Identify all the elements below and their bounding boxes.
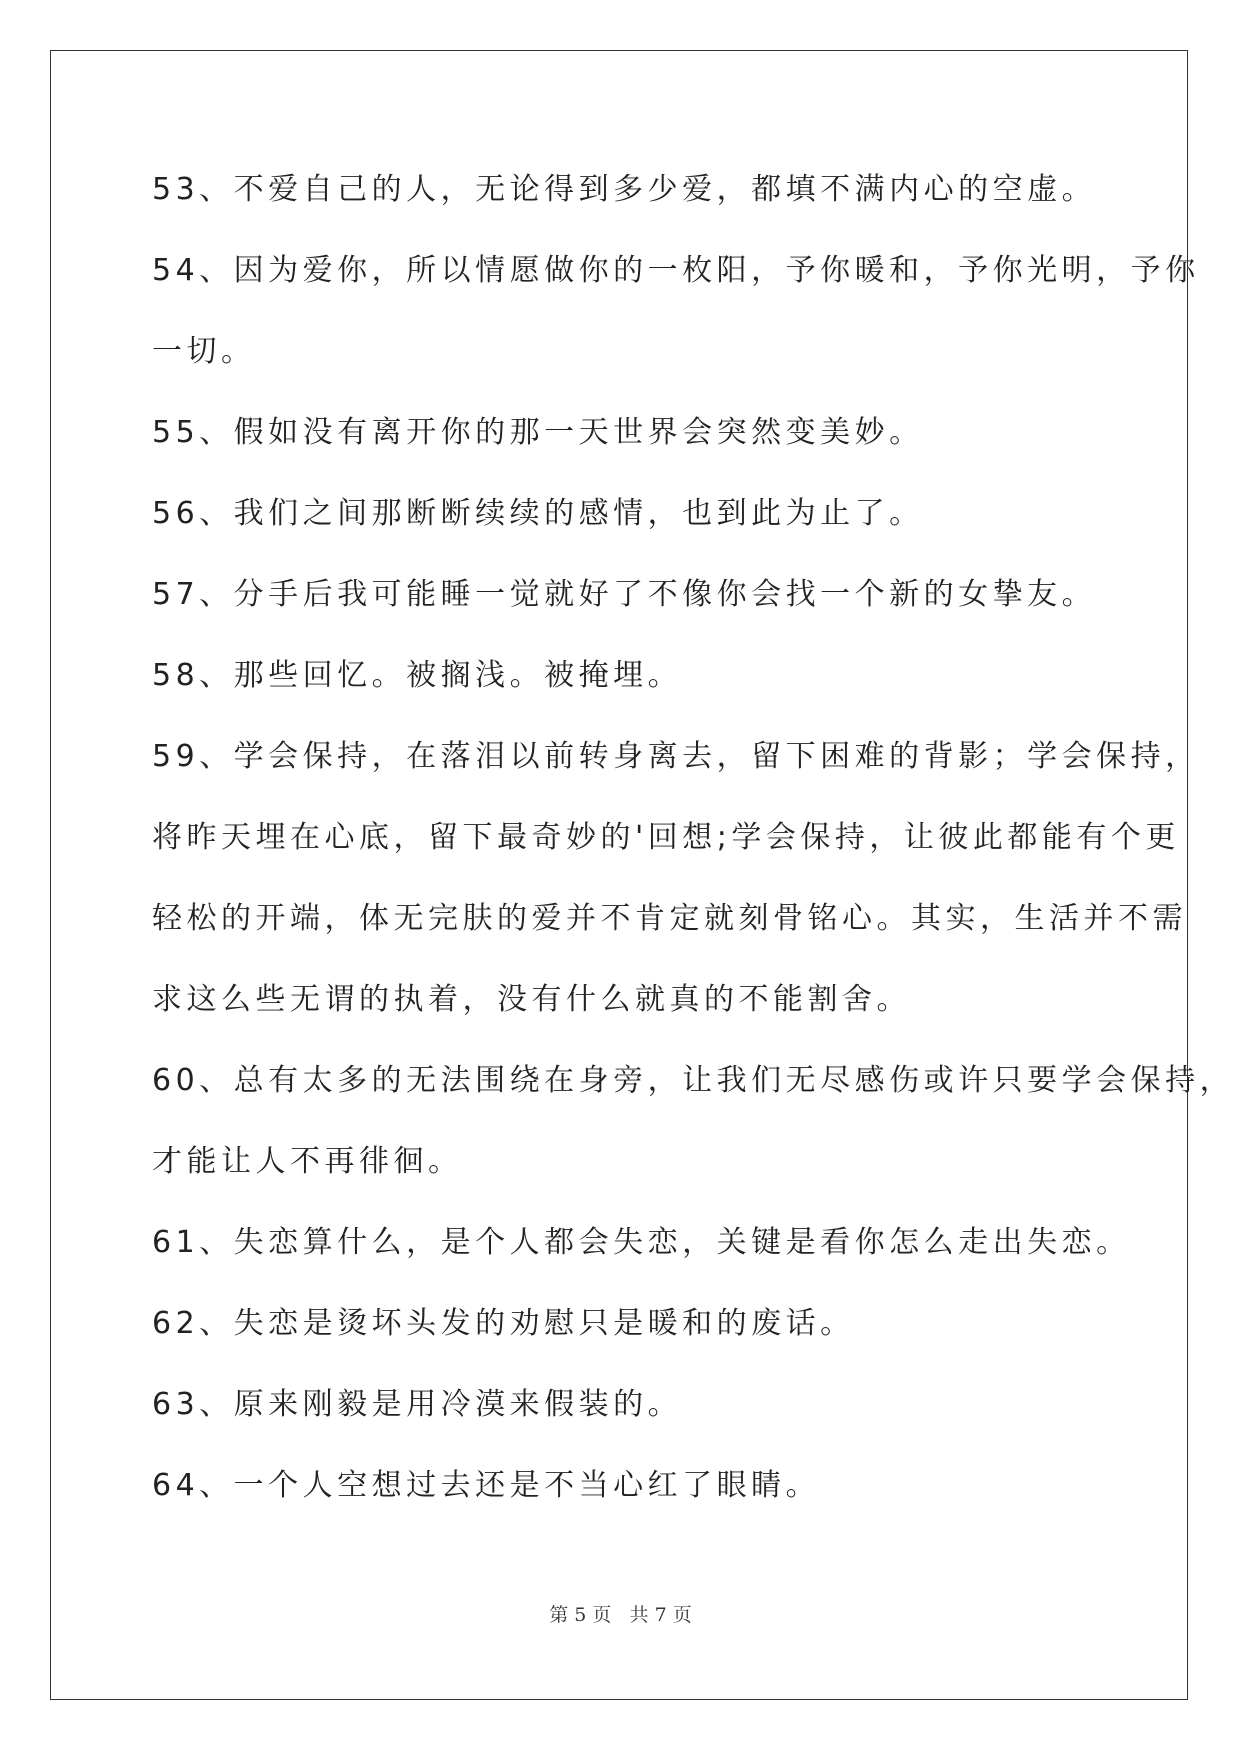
text-line: 57、分手后我可能睡一觉就好了不像你会找一个新的女挚友。 [152, 577, 1097, 612]
text-line: 轻松的开端，体无完肤的爱并不肯定就刻骨铭心。其实，生活并不需 [152, 901, 1187, 936]
text-line: 60、总有太多的无法围绕在身旁，让我们无尽感伤或许只要学会保持， [152, 1063, 1235, 1098]
text-line: 58、那些回忆。被搁浅。被掩埋。 [152, 658, 683, 693]
text-line: 才能让人不再徘徊。 [152, 1144, 463, 1179]
text-line: 62、失恋是烫坏头发的劝慰只是暖和的废话。 [152, 1306, 855, 1341]
text-line: 一切。 [152, 334, 256, 369]
text-line: 63、原来刚毅是用冷漠来假装的。 [152, 1387, 683, 1422]
text-line: 53、不爱自己的人，无论得到多少爱，都填不满内心的空虚。 [152, 172, 1097, 207]
text-line: 求这么些无谓的执着，没有什么就真的不能割舍。 [152, 982, 911, 1017]
text-line: 将昨天埋在心底，留下最奇妙的'回想;学会保持，让彼此都能有个更 [152, 820, 1180, 855]
text-line: 59、学会保持，在落泪以前转身离去，留下困难的背影；学会保持， [152, 739, 1200, 774]
page-number: 第 5 页 共 7 页 [549, 1604, 692, 1626]
text-line: 54、因为爱你，所以情愿做你的一枚阳，予你暖和，予你光明，予你 [152, 253, 1200, 288]
text-line: 56、我们之间那断断续续的感情，也到此为止了。 [152, 496, 924, 531]
text-line: 64、一个人空想过去还是不当心红了眼睛。 [152, 1468, 821, 1503]
text-line: 55、假如没有离开你的那一天世界会突然变美妙。 [152, 415, 924, 450]
text-line: 61、失恋算什么，是个人都会失恋，关键是看你怎么走出失恋。 [152, 1225, 1131, 1260]
document-body [152, 162, 1235, 1539]
